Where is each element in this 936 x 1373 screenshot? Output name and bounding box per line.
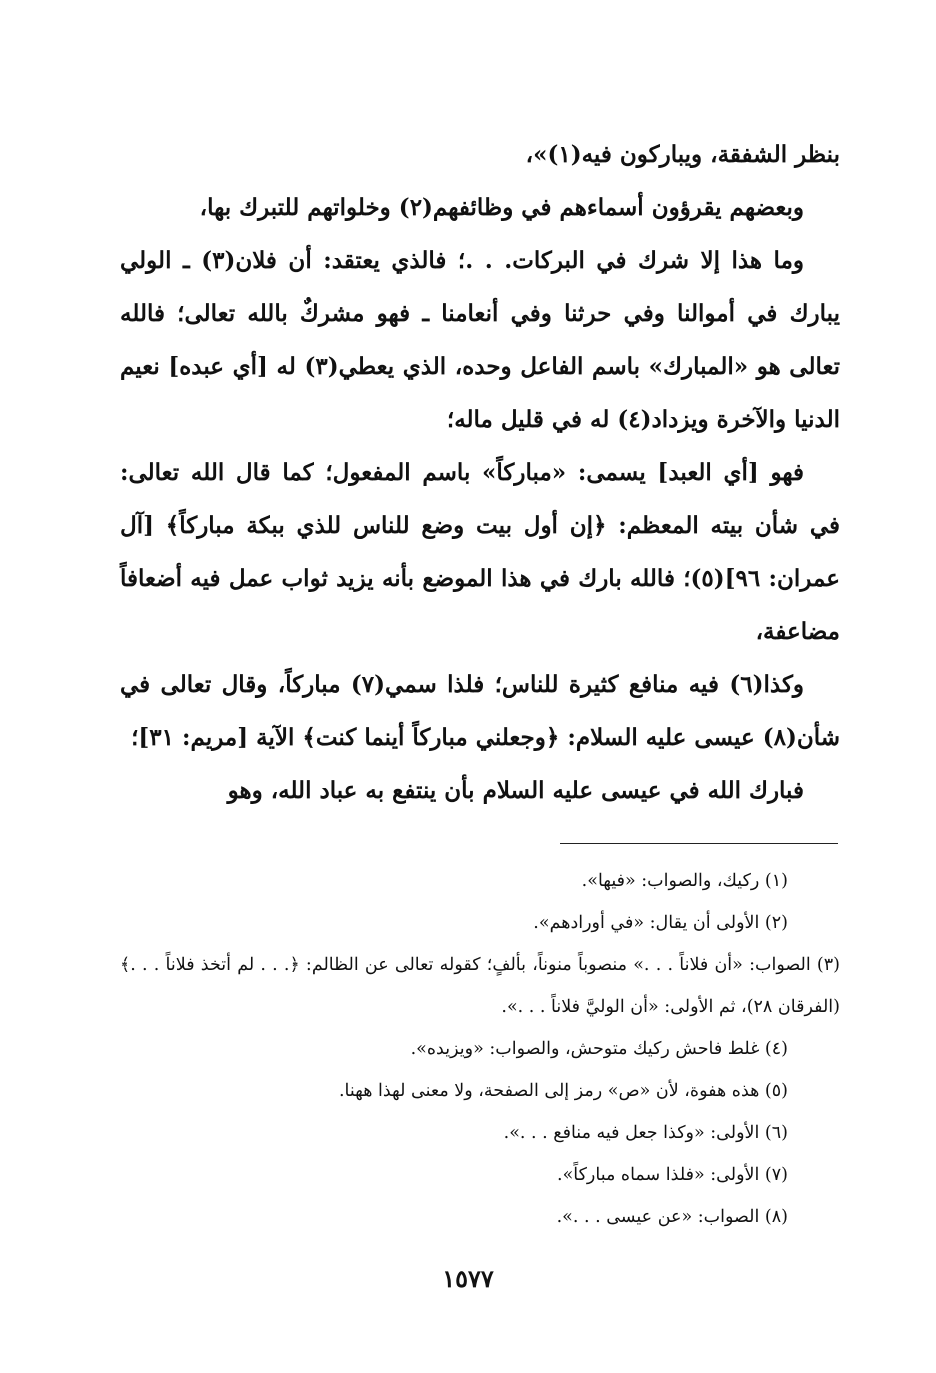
main-text bbox=[120, 128, 840, 817]
footnotes bbox=[120, 860, 840, 1238]
paragraph: فهو [أي العبد] يسمى: «مباركاً» باسم المفعول؛ كما قال الله تعالى: في شأن بيته المعظم: ﴿إن أول بيت وضع للناس للذي ببكة مباركاً﴾ [آل عمران: ٩٦](٥)؛ فالله بارك في هذا الموضع بأنه يزيد ثواب عمل فيه أضعافاً مضاعفة، bbox=[120, 459, 840, 645]
footnote: (٦) الأولى: «وكذا جعل فيه منافع . . .». bbox=[503, 1123, 788, 1143]
paragraph: وما هذا إلا شرك في البركات. . .؛ فالذي يعتقد: أن فلان(٣) ـ الولي يبارك في أموالنا وفي حرثنا وفي أنعامنا ـ فهو مشركٌ بالله تعالى؛ فالله تعالى هو «المبارك» باسم الفاعل وحده، الذي يعطي(٣) له [أي عبده] نعيم الدنيا والآخرة ويزداد(٤) له في قليل ماله؛ bbox=[120, 247, 840, 433]
footnote: (٢) الأولى أن يقال: «في أورادهم». bbox=[533, 913, 788, 933]
footnote: (٤) غلط فاحش ركيك متوحش، والصواب: «ويزيده». bbox=[410, 1039, 788, 1059]
footnote-divider bbox=[560, 843, 838, 844]
footnote: (٨) الصواب: «عن عيسى . . .». bbox=[556, 1207, 788, 1227]
page-number: ١٥٧٧ bbox=[442, 1264, 494, 1293]
footnote: (٥) هذه هفوة، لأن «ص» رمز إلى الصفحة، ولا معنى لهذا ههنا. bbox=[338, 1081, 788, 1101]
paragraph: بنظر الشفقة، ويباركون فيه(١)»، bbox=[525, 141, 840, 168]
footnote: (٧) الأولى: «فلذا سماه مباركاً». bbox=[557, 1165, 788, 1185]
footnote: (٣) الصواب: «أن فلاناً . . .» منصوباً منوناً، بألفٍ؛ كقوله تعالى عن الظالم: ﴿. . . لم أتخذ فلاناً . . .﴾ (الفرقان ٢٨)، ثم الأولى: «أن الوليَّ فلاناً . . .». bbox=[120, 955, 840, 1017]
paragraph: فبارك الله في عيسى عليه السلام بأن ينتفع به عباد الله، وهو bbox=[227, 777, 804, 804]
footnote: (١) ركيك، والصواب: «فيها». bbox=[581, 871, 788, 891]
paragraph: وكذا(٦) فيه منافع كثيرة للناس؛ فلذا سمي(٧) مباركاً، وقال تعالى في شأن(٨) عيسى عليه السلام: ﴿وجعلني مباركاً أينما كنت﴾ الآية [مريم: ٣١]؛ bbox=[120, 671, 840, 751]
paragraph: وبعضهم يقرؤون أسماءهم في وظائفهم(٢) وخلواتهم للتبرك بها، bbox=[199, 194, 804, 221]
